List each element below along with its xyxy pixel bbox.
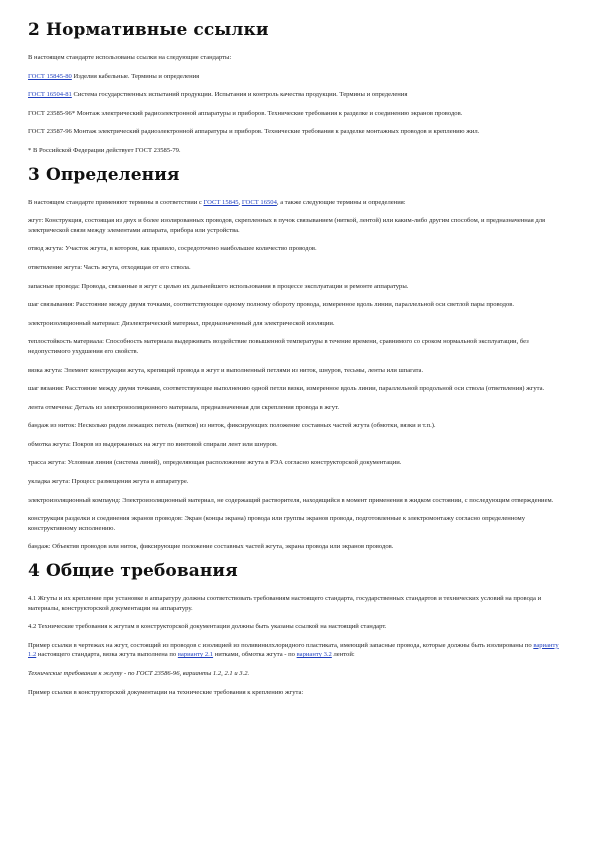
section2-intro: В настоящем стандарте использованы ссылки на следующие стандарты:: [28, 54, 232, 61]
definition-item: отвод жгута: Участок жгута, в котором, как правило, сосредоточено наибольшее количество проводов.: [28, 245, 317, 253]
intro-separator: ,: [238, 198, 242, 206]
reference-item: [28, 72, 567, 82]
example-paragraph-fastening: Пример ссылки в конструкторской документации на технические требования к креплению жгута:: [28, 688, 304, 696]
definition-item: обмотка жгута: Покров из выдержанных на жгут по винтовой спирали лент или шнуров.: [28, 440, 278, 448]
gost-16504-link[interactable]: ГОСТ 16504: [241, 198, 277, 206]
definition-item: бандаж из ниток: Несколько рядом лежащих петель (витков) из ниток, фиксирующих положение составных частей жгута (обмотки, вязки и т.п.).: [28, 422, 436, 430]
variant-3-2-link[interactable]: варианту 3.2: [296, 651, 332, 659]
example-text: лентой:: [331, 651, 355, 659]
definition-item: запасные провода: Провода, связанные в жгут с целью их дальнейшего использования в процессе эксплуатации и ремонте аппаратуры.: [28, 282, 409, 290]
reference-link[interactable]: ГОСТ 16504-81: [28, 91, 72, 99]
definition-item: трасса жгута: Условная линия (система линий), определяющая расположение жгута в РЭА согласно конструкторской документации.: [28, 459, 402, 467]
definition-item: укладка жгута: Процесс размещения жгута в аппаратуре.: [28, 478, 189, 486]
section-heading-normative-references: 2 Нормативные ссылки: [28, 20, 269, 40]
requirement-4-2: 4.2 Технические требования к жгутам в конструкторской документации должны быть указаны ссылкой на настоящий стандарт.: [28, 623, 387, 631]
definition-item: теплостойкость материала: Способность материала выдерживать воздействие повышенной температуры в течение времени, сравнимого со сроком нормальной эксплуатации, без недопустимого ухудшения его свойств.: [28, 338, 529, 355]
definition-item: вязка жгута: Элемент конструкции жгута, крепящий провода в жгут и выполненный петлями из ниток, шнуров, тесьмы, ленты или шпагата.: [28, 366, 424, 374]
footnote: * В Российской Федерации действует ГОСТ 23585-79.: [28, 146, 181, 154]
intro-text: В настоящем стандарте применяют термины в соответствии с: [28, 198, 204, 206]
example-text: настоящего стандарта, вязка жгута выполнена по: [36, 651, 178, 659]
reference-item: ГОСТ 23587-96 Монтаж электрический радиоэлектронной аппаратуры и приборов. Технические требования к разделке монтажных проводов и креплению жил.: [28, 128, 480, 136]
gost-15845-link[interactable]: ГОСТ 15845: [203, 198, 239, 206]
definition-item: жгут: Конструкция, состоящая из двух и более изолированных проводов, скрепленных в пучок связыванием (ниткой, лентой) или каким-либо другим способом, и предназначенная для электрической связи между элементами аппарата, прибора или устройства.: [28, 217, 546, 234]
requirement-4-1: 4.1 Жгуты и их крепление при установке в аппаратуру должны соответствовать требованиям настоящего стандарта, государственных стандартов и технических условий на провода и материалы, конструкторской документации на аппаратуру.: [28, 595, 542, 612]
reference-text: Изделия кабельные. Термины и определения: [71, 72, 200, 80]
example-paragraph: [28, 641, 567, 660]
definition-item: бандаж: Объектив проводов или ниток, фиксирующие положение составных частей жгута, экрана провода или экранов проводов.: [28, 543, 394, 551]
definition-item: шаг связывания: Расстояние между двумя точками, соответствующее одному полному обороту провода, измеренное вдоль линии, параллельной оси светлой пары проводов.: [28, 301, 515, 309]
section-heading-general-requirements: 4 Общие требования: [28, 561, 238, 582]
variant-2-1-link[interactable]: варианту 2.1: [177, 651, 214, 659]
definition-item: лента отмечена: Деталь из электроизоляционного материала, предназначенная для скрепления провода в жгут.: [28, 403, 340, 411]
definitions-list: [28, 216, 567, 552]
definition-item: электроизоляционный материал: Диэлектрический материал, предназначенный для электрической изоляции.: [28, 319, 335, 327]
variant-1-2-link[interactable]: варианту 1.2: [28, 641, 559, 659]
section3-intro: [28, 198, 567, 208]
reference-text: Система государственных испытаний продукции. Испытания и контроль качества продукции. Термины и определения: [71, 91, 408, 99]
definition-item: шаг вязания: Расстояние между двумя точками, соответствующее выполнению одной петли вязки, измеренное вдоль линии, параллельной продольной оси ствола (ответвления) жгута.: [28, 385, 545, 393]
section-heading-definitions: 3 Определения: [28, 164, 180, 185]
definition-item: конструкция разделки и соединения экранов проводов: Экран (концы экрана) провода или группы экранов провода, подготовленные к электромонтажу согласно определенному конструктивному исполнению.: [28, 515, 526, 532]
reference-link[interactable]: ГОСТ 15845-80: [28, 72, 72, 80]
example-requirement-text: Технические требования к жгуту - по ГОСТ 23586-96, варианты 1.2, 2.1 и 3.2.: [28, 670, 250, 677]
reference-item: ГОСТ 23585-96* Монтаж электрический радиоэлектронной аппаратуры и приборов. Технические требования к разделке и соединению экранов проводов.: [28, 109, 463, 117]
definition-item: ответвление жгута: Часть жгута, отходящая от его ствола.: [28, 263, 191, 271]
example-text: Пример ссылки в чертежах на жгут, состоящий из проводов с изоляцией из поливинилхлоридного пластиката, имеющий запасные провода, которые должны быть изолированы по: [28, 641, 534, 649]
reference-item: [28, 90, 567, 100]
intro-text: , а также следующие термины и определения:: [276, 198, 406, 206]
example-text: нитками, обмотка жгута - по: [213, 651, 297, 659]
definition-item: электроизоляционный компаунд: Электроизоляционный материал, не содержащий растворителя, находящийся в момент применения в жидком состоянии, с последующим отверждением.: [28, 496, 554, 504]
